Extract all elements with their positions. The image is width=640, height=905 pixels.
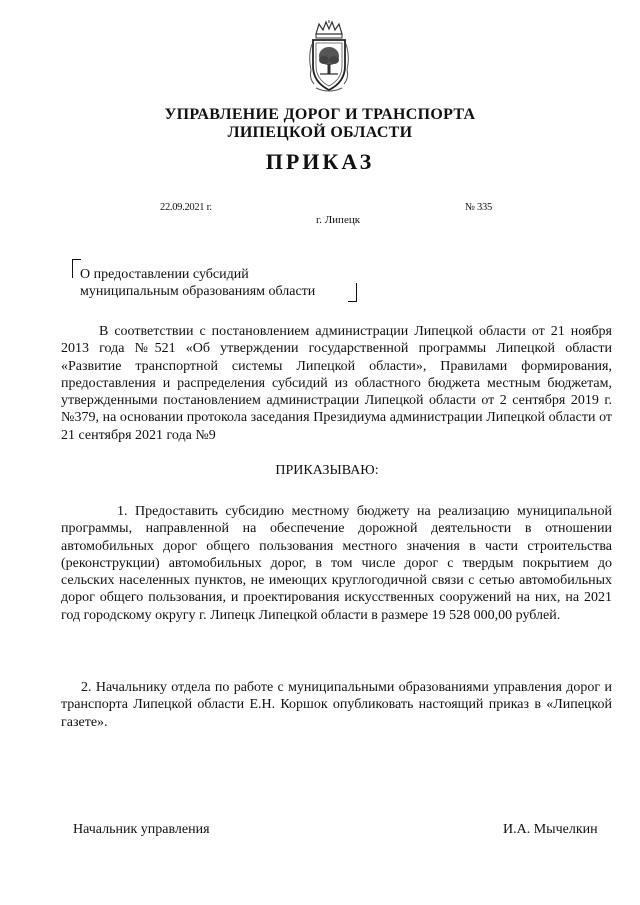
intro-paragraph: В соответствии с постановлением администрации Липецкой области от 21 ноября 2013 года №521 «Об утверждении государственной программы Липецкой области «Развитие транспортной системы Липецкой области», Правилами формирования, предоставления и распределения субсидий из областного бюджета местным бюджетам, утвержденными постановлением администрации Липецкой области от 2 сентября 2019 г. №379, на основании протокола заседания Президиума администрации Липецкой области от 21 сентября 2021 года №9 (61, 324, 612, 443)
subject-bracket-bottom-right (348, 283, 357, 302)
document-number: № 335 (465, 202, 492, 213)
subject-line-2: муниципальным образованиям области (80, 284, 316, 299)
organization-name-line2: ЛИПЕЦКОЙ ОБЛАСТИ (227, 124, 413, 141)
document-date: 22.09.2021 г. (160, 202, 212, 213)
document-type-title: ПРИКАЗ (265, 149, 375, 174)
coat-of-arms-icon (306, 20, 352, 94)
signatory-name: И.А. Мычелкин (503, 822, 598, 837)
signatory-position: Начальник управления (73, 822, 210, 837)
order-item-2: 2. Начальнику отдела по работе с муниципальными образованиями управления дорог и транспорта Липецкой области Е.Н. Коршок опубликовать настоящий приказ в «Липецкой газете». (61, 680, 612, 730)
order-heading: ПРИКАЗЫВАЮ: (275, 463, 379, 478)
organization-name-line1: УПРАВЛЕНИЕ ДОРОГ И ТРАНСПОРТА (164, 106, 476, 123)
document-city: г. Липецк (315, 214, 361, 226)
order-item-1: 1. Предоставить субсидию местному бюджету на реализацию муниципальной программы, направленной на обеспечение дорожной деятельности в отношении автомобильных дорог общего пользования местного значения в части строительства (реконструкции) автомобильных дорог, в том числе дорог с твердым покрытием до сельских населенных пунктов, не имеющих круглогодичной связи с сетью автомобильных дорог общего пользования, и проектирования искусственных сооружений на них, на 2021 год городскому округу г. Липецк Липецкой области в размере 19 528 000,00 рублей. (61, 504, 612, 623)
subject-line-1: О предоставлении субсидий (80, 267, 249, 282)
subject-block (80, 266, 315, 300)
